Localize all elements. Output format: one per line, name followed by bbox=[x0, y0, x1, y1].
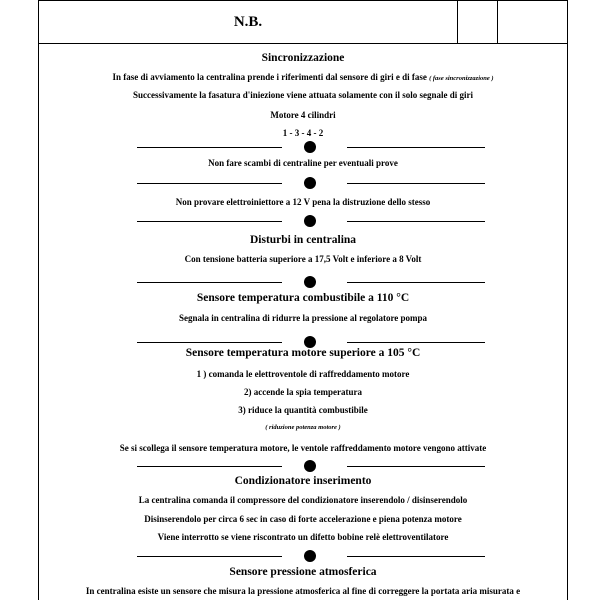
condizionatore-line-3: Viene interrotto se viene riscontrato un difetto bobine relè elettroventilatore bbox=[157, 532, 449, 542]
temp-motore-item-1: 1 ) comanda le elettroventole di raffreddamento motore bbox=[196, 369, 410, 379]
document-page bbox=[38, 0, 568, 600]
temp-motore-item-2: 2) accende la spia temperatura bbox=[244, 387, 362, 397]
sync-line-3: Motore 4 cilindri bbox=[270, 110, 336, 120]
divider-rule-left bbox=[137, 221, 282, 222]
temp-motore-item-3: 3) riduce la quantità combustibile bbox=[238, 405, 368, 415]
divider-rule-right bbox=[347, 466, 485, 467]
divider-rule-right bbox=[347, 183, 485, 184]
header-empty-cell bbox=[497, 1, 568, 43]
firing-order: 1 - 3 - 4 - 2 bbox=[282, 128, 324, 138]
disturbi-text: Con tensione batteria superiore a 17,5 Volt e inferiore a 8 Volt bbox=[184, 254, 422, 264]
page-title: N.B. bbox=[233, 14, 263, 30]
divider-rule-right bbox=[347, 147, 485, 148]
pressione-text: In centralina esiste un sensore che misura la pressione atmosferica al fine di correggere la portata aria misurata e bbox=[85, 586, 521, 596]
section-title-pressione: Sensore pressione atmosferica bbox=[229, 566, 377, 578]
condizionatore-line-2: Disinserendolo per circa 6 sec in caso di forte accelerazione e piena potenza motore bbox=[144, 514, 462, 524]
divider-rule-right bbox=[347, 342, 485, 343]
scambi-text: Non fare scambi di centraline per eventuali prove bbox=[208, 158, 398, 168]
elettroiniettore-text: Non provare elettroiniettore a 12 V pena la distruzione dello stesso bbox=[175, 197, 431, 207]
condizionatore-line-1: La centralina comanda il compressore del condizionatore inserendolo / disinserendolo bbox=[138, 495, 468, 505]
sync-line-1 bbox=[39, 72, 567, 82]
section-title-temp-combustibile: Sensore temperatura combustibile a 110 °C bbox=[196, 292, 410, 304]
divider-rule-left bbox=[137, 342, 282, 343]
section-title-disturbi: Disturbi in centralina bbox=[249, 234, 357, 246]
section-title-temp-motore: Sensore temperatura motore superiore a 105 °C bbox=[185, 347, 421, 359]
divider-bullet bbox=[304, 460, 316, 472]
temp-motore-note: ( riduzione potenza motore ) bbox=[265, 424, 341, 431]
header-table bbox=[39, 0, 567, 44]
sync-line-2: Successivamente la fasatura d'iniezione viene attuata solamente con il solo segnale di giri bbox=[133, 90, 473, 100]
divider-bullet bbox=[304, 177, 316, 189]
divider-rule-left bbox=[137, 183, 282, 184]
divider-rule-left bbox=[137, 282, 282, 283]
divider-rule-left bbox=[137, 556, 282, 557]
divider-rule-right bbox=[347, 221, 485, 222]
divider-bullet bbox=[304, 550, 316, 562]
sync-line-1-note: ( fase sincronizzazione ) bbox=[429, 75, 494, 82]
header-empty-cell bbox=[457, 1, 498, 43]
section-title-condizionatore: Condizionatore inserimento bbox=[234, 475, 372, 487]
divider-rule-right bbox=[347, 556, 485, 557]
divider-rule-left bbox=[137, 147, 282, 148]
divider-rule-left bbox=[137, 466, 282, 467]
section-title-sincronizzazione: Sincronizzazione bbox=[261, 52, 345, 64]
divider-rule-right bbox=[347, 282, 485, 283]
divider-bullet bbox=[304, 141, 316, 153]
temp-combustibile-text: Segnala in centralina di ridurre la pressione al regolatore pompa bbox=[178, 313, 428, 323]
sync-line-1-text: In fase di avviamento la centralina prende i riferimenti dal sensore di giri e di fase bbox=[112, 72, 427, 82]
divider-bullet bbox=[304, 215, 316, 227]
temp-motore-text: Se si scollega il sensore temperatura motore, le ventole raffreddamento motore vengono attivate bbox=[119, 443, 487, 453]
divider-bullet bbox=[304, 276, 316, 288]
